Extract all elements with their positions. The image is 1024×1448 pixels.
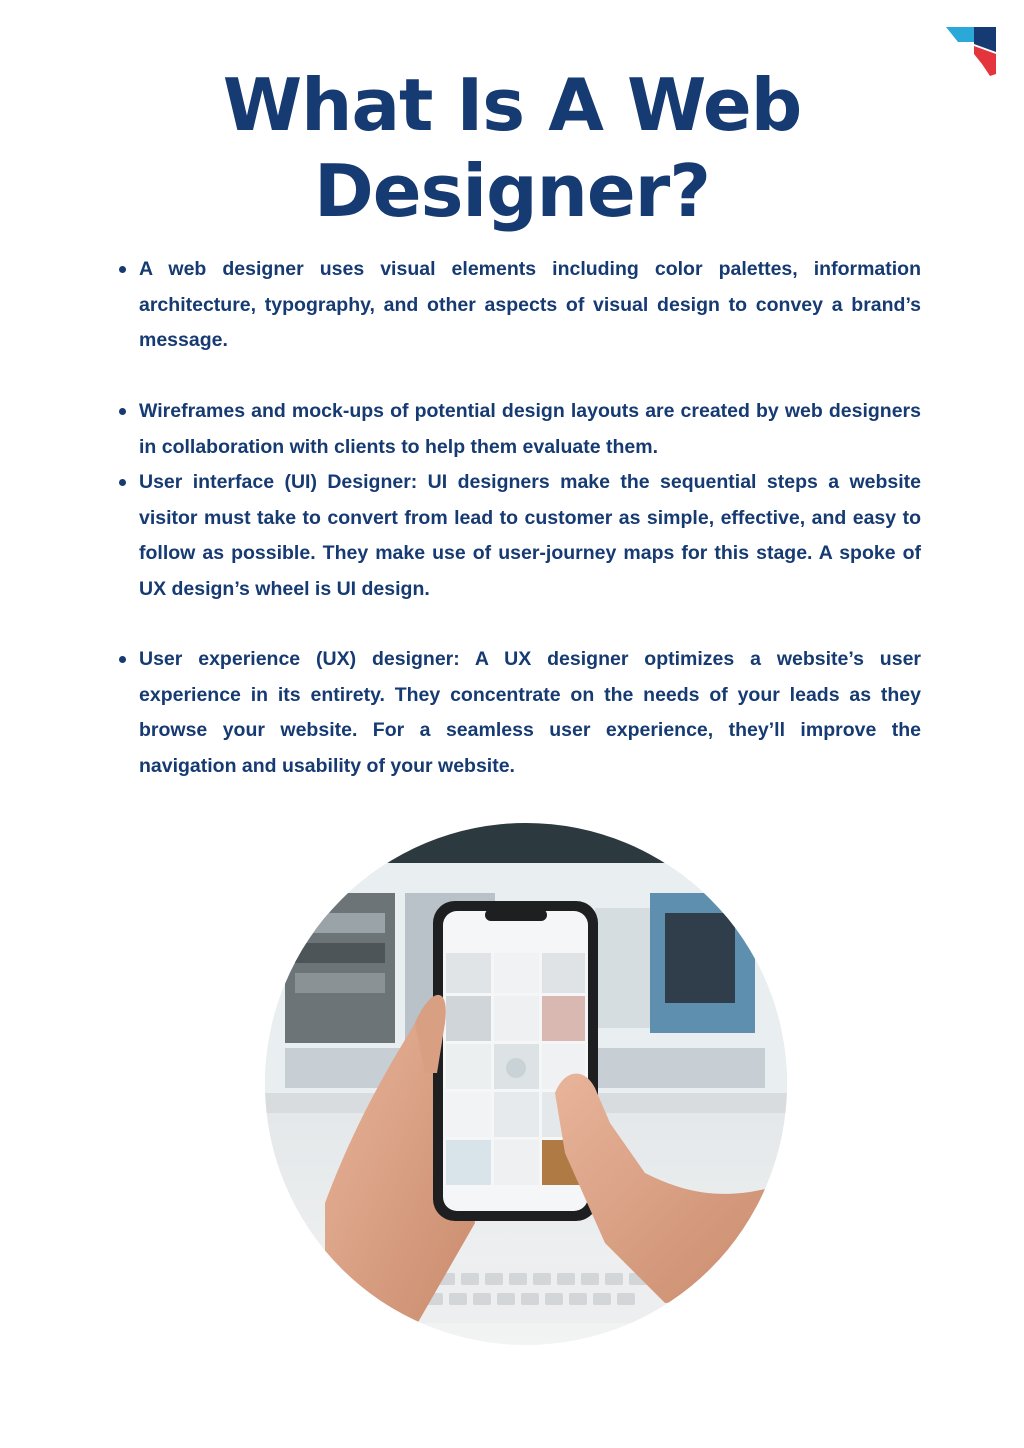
bullet-text: Wireframes and mock-ups of potential design layouts are created by web designers in collaboration with clients to help them evaluate them.	[139, 400, 921, 458]
bullet-dot-icon	[119, 408, 126, 415]
bullet-item	[139, 252, 921, 359]
bullet-item	[139, 394, 921, 465]
page-title	[0, 62, 1024, 234]
bullet-dot-icon	[119, 656, 126, 663]
page-title-line-2: Designer?	[313, 149, 711, 233]
page-title-line-1: What Is A Web	[222, 63, 802, 147]
bullet-item	[139, 642, 921, 784]
bullet-text: User interface (UI) Designer: UI designers make the sequential steps a website visitor must take to convert from lead to customer as simple, effective, and easy to follow as possible. They make use of user-journey maps for this stage. A spoke of UX design’s wheel is UI design.	[139, 471, 921, 600]
bullet-text: User experience (UX) designer: A UX designer optimizes a website’s user experience in its entirety. They concentrate on the needs of your leads as they browse your website. For a seamless user experience, they’ll improve the navigation and usability of your website.	[139, 648, 921, 777]
bullet-item	[139, 465, 921, 607]
bullet-text: A web designer uses visual elements including color palettes, information architecture, typography, and other aspects of visual design to convey a brand’s message.	[139, 258, 921, 351]
bullet-dot-icon	[119, 479, 126, 486]
bullet-dot-icon	[119, 266, 126, 273]
smartphone-photo	[265, 823, 787, 1345]
